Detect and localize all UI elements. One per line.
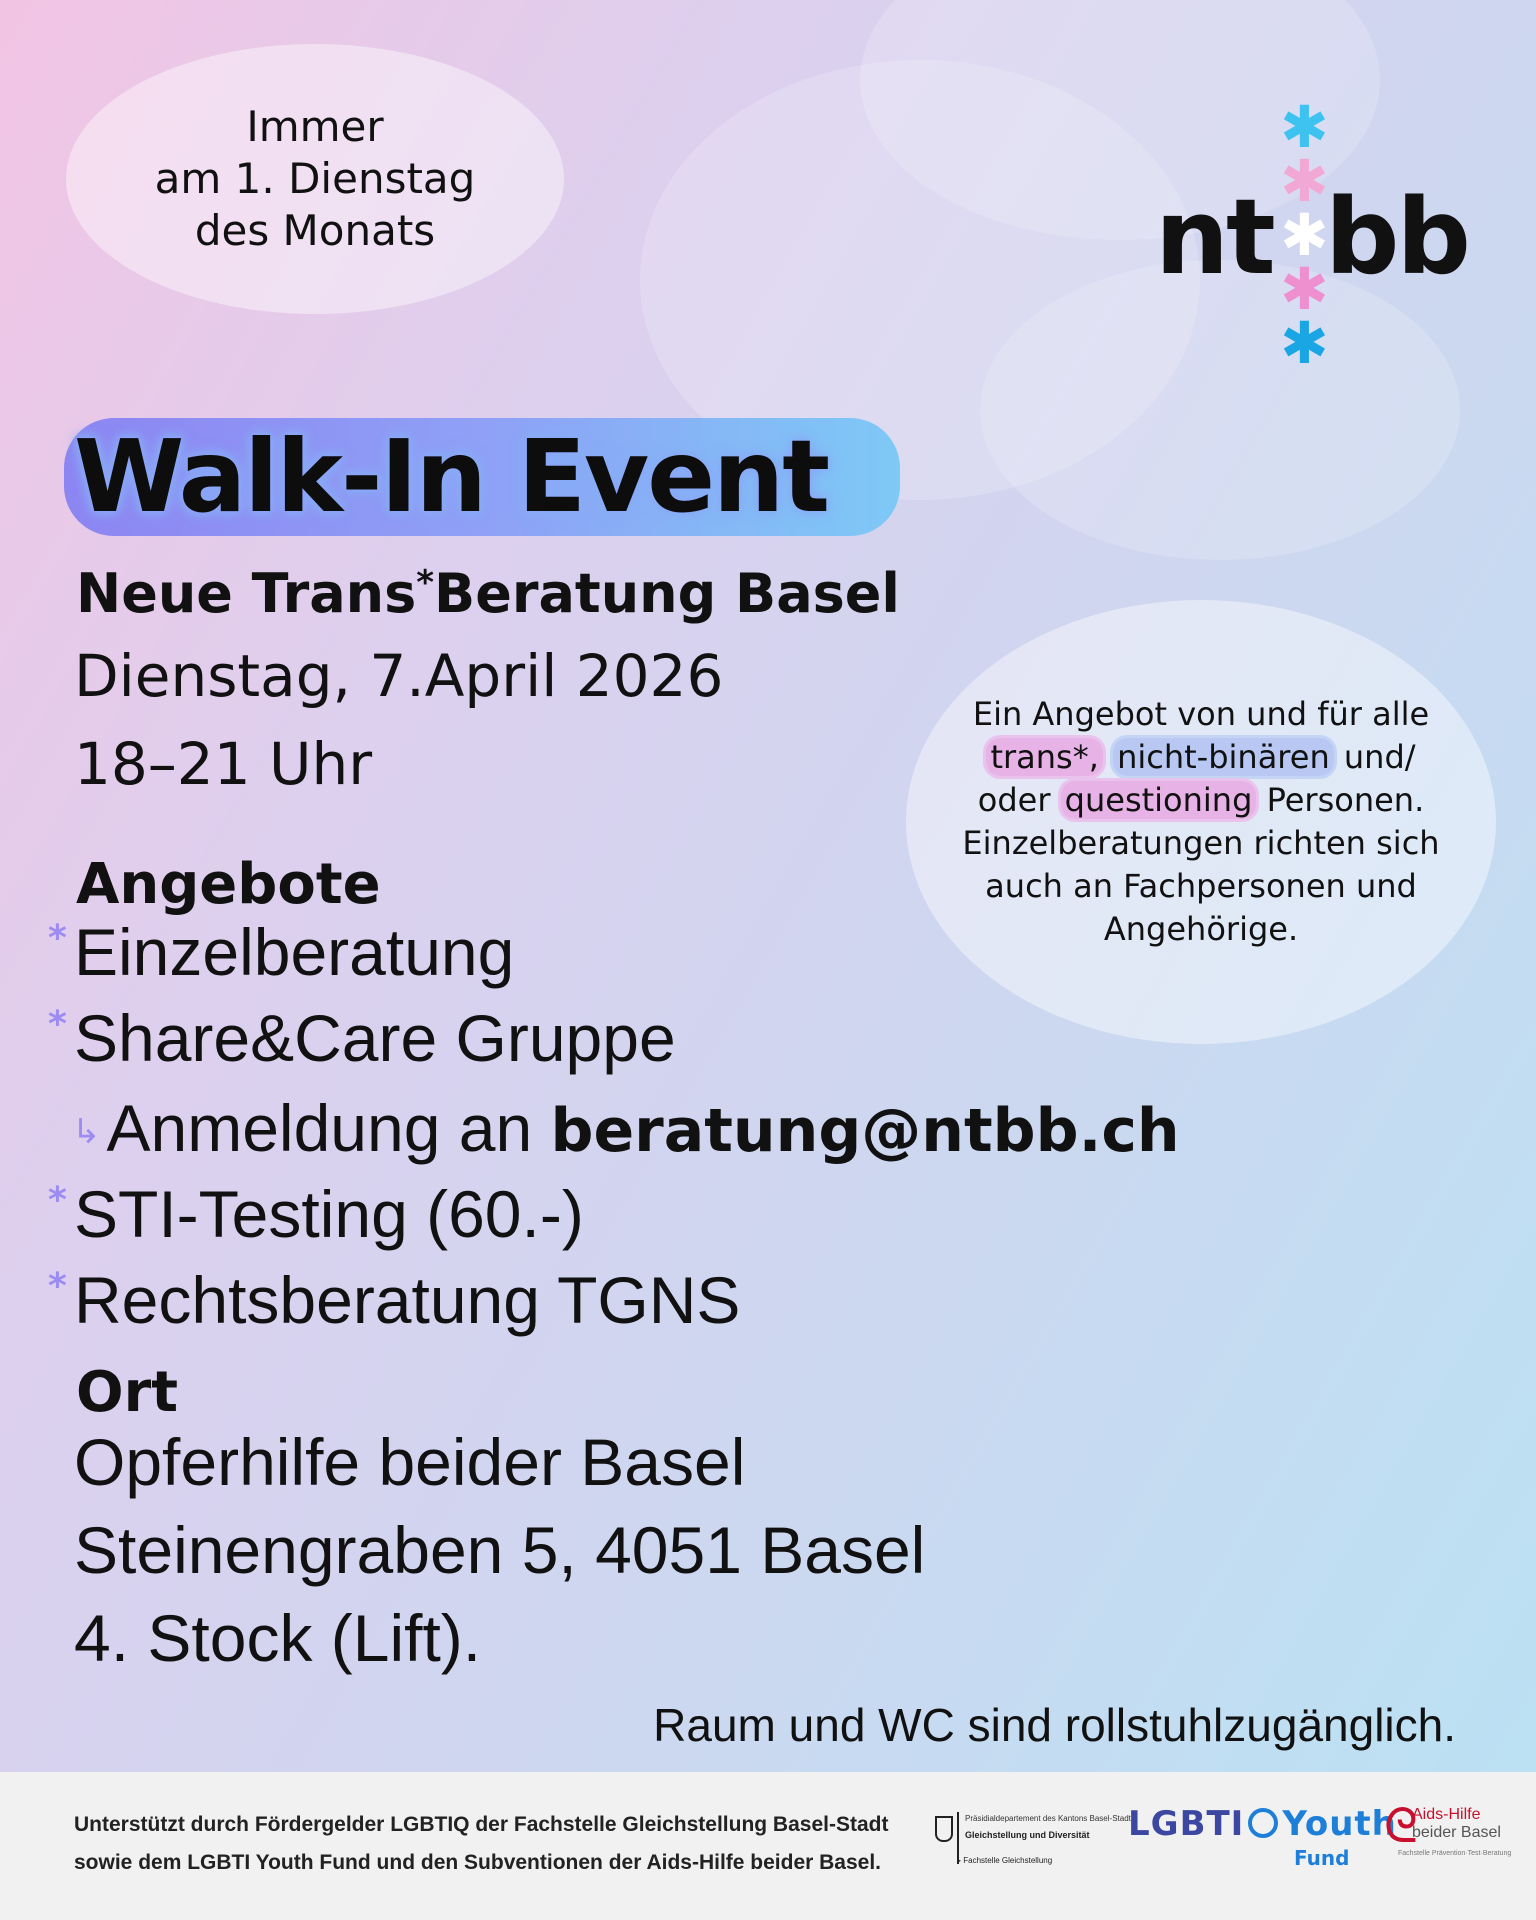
frequency-line: am 1. Dienstag (154, 154, 476, 203)
event-title: Walk-In Event (74, 418, 829, 535)
offer-item: STI-Testing (60.-) (74, 1177, 584, 1251)
logo-youth: Youth (1282, 1804, 1397, 1844)
logo-text: Präsidialdepartement des Kantons Basel-Stadt (965, 1814, 1131, 1823)
info-text: Personen. (1266, 781, 1425, 819)
bullet-asterisk-icon: * (48, 918, 67, 959)
logo-text: ▸ Fachstelle Gleichstellung (957, 1856, 1053, 1865)
highlight-trans: trans*, (986, 738, 1102, 776)
info-text: oder (977, 781, 1051, 819)
sponsor-line: Unterstützt durch Fördergelder LGBTIQ der Fachstelle Gleichstellung Basel-Stadt (74, 1813, 889, 1836)
accessibility-note: Raum und WC sind rollstuhlzugänglich. (653, 1699, 1456, 1751)
logo-text-right: bb (1325, 176, 1468, 298)
basel-stadt-logo (935, 1812, 1131, 1872)
bullet-asterisk-icon: * (48, 1180, 67, 1221)
logo-text (1128, 1804, 1397, 1844)
registration-line (72, 1090, 1180, 1166)
frequency-line: Immer (246, 102, 384, 151)
info-line (978, 779, 1424, 822)
logo-asterisk-icon: ✱ (1280, 147, 1329, 215)
offers-heading: Angebote (76, 852, 381, 917)
location-line: Opferhilfe beider Basel (74, 1425, 746, 1499)
logo-text: Fachstelle Prävention·Test·Beratung (1398, 1850, 1512, 1857)
logo-text: Aids-Hilfe (1412, 1806, 1481, 1823)
logo-asterisk-icon: ✱ (1280, 201, 1329, 269)
highlight-questioning: questioning (1061, 781, 1257, 819)
logo-asterisk-icon: ✱ (1280, 93, 1329, 161)
event-date: Dienstag, 7.April 2026 (74, 642, 724, 710)
logo-text: Gleichstellung und Diversität (965, 1830, 1090, 1840)
logo-asterisk-icon: ✱ (1280, 255, 1329, 323)
offer-item: Share&Care Gruppe (74, 1001, 676, 1075)
bullet-asterisk-icon: * (48, 1266, 67, 1307)
info-line: Angehörige. (1103, 910, 1299, 948)
subtitle-part: Neue Trans (76, 562, 417, 625)
lgbti-youth-fund-logo (1128, 1804, 1397, 1884)
bullet-asterisk-icon: * (48, 1004, 67, 1045)
info-bubble (906, 600, 1496, 1044)
ntbb-logo (1155, 93, 1468, 377)
location-line: 4. Stock (Lift). (74, 1601, 482, 1675)
red-ribbon-icon: ᘓ (1384, 1798, 1418, 1854)
shield-icon (935, 1816, 953, 1842)
registration-text: Anmeldung an (106, 1091, 533, 1165)
sponsor-line: sowie dem LGBTI Youth Fund und den Subventionen der Aids-Hilfe beider Basel. (74, 1851, 882, 1874)
offer-item: Rechtsberatung TGNS (74, 1263, 741, 1337)
logo-text: beider Basel (1412, 1824, 1501, 1841)
info-line: Einzelberatungen richten sich (962, 824, 1440, 862)
event-subtitle (76, 562, 900, 625)
registration-email-link[interactable]: beratung@ntbb.ch (550, 1096, 1180, 1166)
logo-fund: Fund (1294, 1846, 1350, 1870)
logo-text-left: nt (1155, 176, 1273, 298)
ring-icon (1248, 1808, 1278, 1838)
info-line: Ein Angebot von und für alle (972, 695, 1430, 733)
offer-item: Einzelberatung (74, 915, 515, 989)
frequency-line: des Monats (194, 206, 436, 255)
sponsor-text (74, 1806, 888, 1882)
info-text: und/ (1343, 738, 1416, 776)
info-line (986, 736, 1415, 779)
aids-hilfe-logo (1384, 1798, 1514, 1872)
location-heading: Ort (76, 1360, 178, 1425)
logo-asterisk-icon: ✱ (1280, 309, 1329, 377)
logo-lgbti: LGBTI (1128, 1804, 1245, 1844)
event-time: 18–21 Uhr (74, 730, 373, 798)
info-line: auch an Fachpersonen und (985, 867, 1417, 905)
subtitle-part: Beratung Basel (434, 562, 900, 625)
frequency-bubble (66, 44, 564, 314)
location-line: Steinengraben 5, 4051 Basel (74, 1513, 926, 1587)
subtitle-asterisk: * (416, 563, 435, 603)
highlight-nonbinary: nicht-binären (1113, 738, 1334, 776)
footer (0, 1772, 1536, 1920)
arrow-return-icon: ↳ (72, 1112, 101, 1152)
